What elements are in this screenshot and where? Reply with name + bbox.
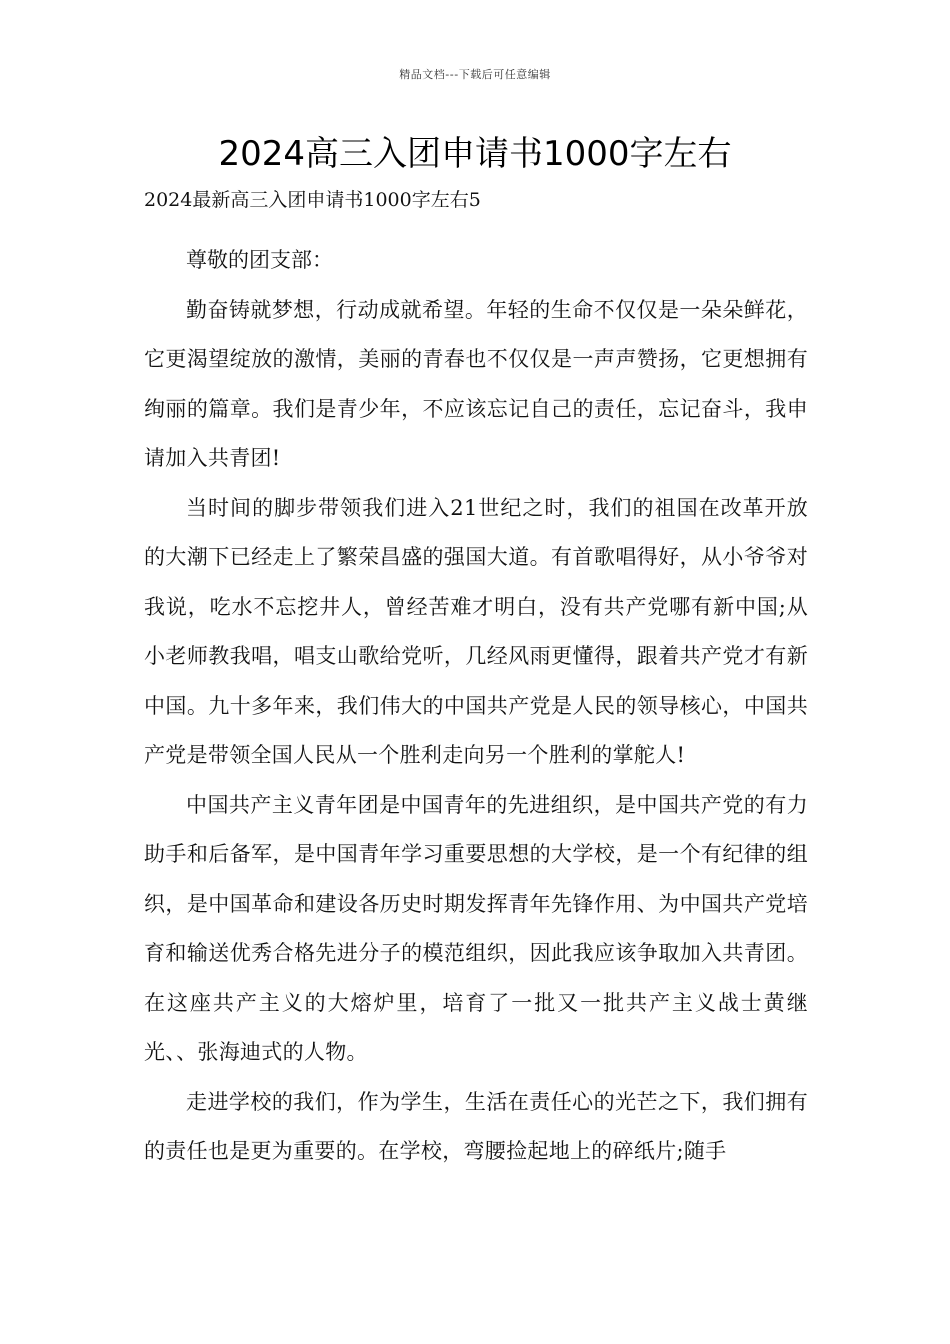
paragraph-4: 走进学校的我们，作为学生，生活在责任心的光芒之下，我们拥有的责任也是更为重要的。在学校，弯腰捡起地上的碎纸片;随手: [144, 1089, 808, 1163]
document-subtitle: 2024最新高三入团申请书1000字左右5: [144, 189, 481, 211]
salutation: 尊敬的团支部：: [186, 248, 333, 272]
paragraph-3: 中国共产主义青年团是中国青年的先进组织，是中国共产党的有力助手和后备军，是中国青年学习重要思想的大学校，是一个有纪律的组织，是中国革命和建设各历史时期发挥青年先锋作用、为中国共产党培育和输送优秀合格先进分子的模范组织，因此我应该争取加入共青团。在这座共产主义的大熔炉里，培育了一批又一批共产主义战士黄继光、、张海迪式的人物。: [144, 792, 808, 1064]
document-title: 2024高三入团申请书1000字左右: [218, 134, 732, 174]
document-body: [144, 236, 808, 1177]
page-header: 精品文档---下载后可任意编辑: [399, 68, 551, 81]
paragraph-1: 勤奋铸就梦想，行动成就希望。年轻的生命不仅仅是一朵朵鲜花，它更渴望绽放的激情，美丽的青春也不仅仅是一声声赞扬，它更想拥有绚丽的篇章。我们是青少年，不应该忘记自己的责任，忘记奋斗，我申请加入共青团!: [144, 297, 808, 470]
paragraph-2: 当时间的脚步带领我们进入21世纪之时，我们的祖国在改革开放的大潮下已经走上了繁荣昌盛的强国大道。有首歌唱得好，从小爷爷对我说，吃水不忘挖井人，曾经苦难才明白，没有共产党哪有新中国;从小老师教我唱，唱支山歌给党听，几经风雨更懂得，跟着共产党才有新中国。九十多年来，我们伟大的中国共产党是人民的领导核心，中国共产党是带领全国人民从一个胜利走向另一个胜利的掌舵人!: [144, 495, 808, 767]
